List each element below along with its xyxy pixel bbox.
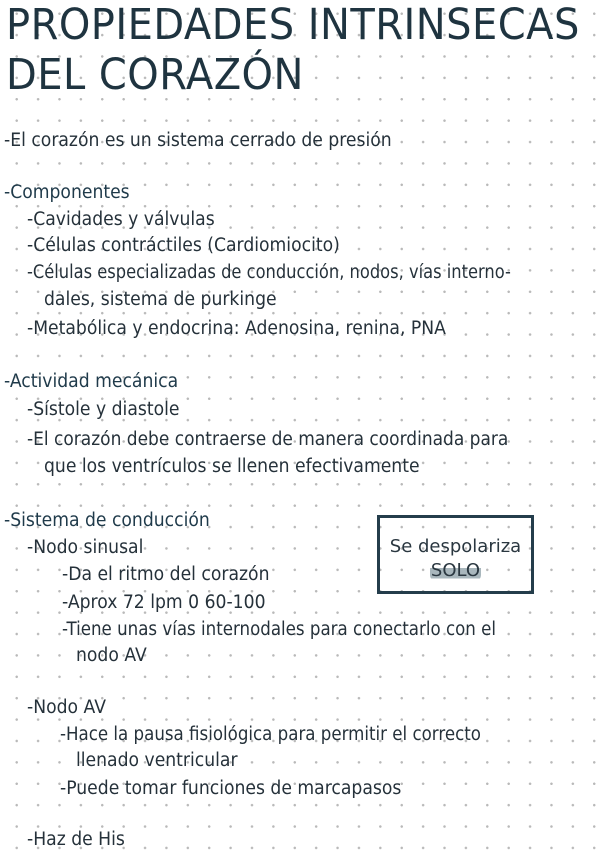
actividad-item-2a: -El corazón debe contraerse de manera coordinada para bbox=[27, 429, 509, 450]
componentes-item-3b: dales, sistema de purkinge bbox=[44, 289, 277, 310]
nodo-av-item-2: -Puede tomar funciones de marcapasos bbox=[60, 778, 402, 799]
componentes-item-3a: -Células especializadas de conducción, nodos, vías interno- bbox=[27, 262, 511, 283]
title-line-2: DEL CORAZÓN bbox=[6, 50, 304, 100]
componentes-item-4: -Metabólica y endocrina: Adenosina, renina, PNA bbox=[27, 318, 446, 339]
nodo-av-item-1b: llenado ventricular bbox=[76, 750, 238, 771]
nodo-sinusal-heading: -Nodo sinusal bbox=[27, 537, 144, 558]
haz-his-heading: -Haz de His bbox=[27, 829, 125, 850]
nodo-av-heading: -Nodo AV bbox=[27, 697, 106, 718]
nodo-sinusal-item-2: -Aprox 72 lpm 0 60-100 bbox=[62, 592, 266, 613]
componentes-item-1: -Cavidades y válvulas bbox=[27, 209, 215, 230]
componentes-heading: -Componentes bbox=[4, 182, 130, 203]
title-line-1: PROPIEDADES INTRINSECAS bbox=[6, 0, 580, 50]
componentes-item-2: -Células contráctiles (Cardiomiocito) bbox=[27, 235, 340, 256]
nodo-av-item-1a: -Hace la pausa fisiológica para permitir el correcto bbox=[60, 724, 481, 745]
nodo-sinusal-item-1: -Da el ritmo del corazón bbox=[62, 564, 270, 585]
callout-text-line-2 bbox=[380, 560, 531, 582]
callout-highlight: SOLO bbox=[430, 560, 481, 581]
intro-line: -El corazón es un sistema cerrado de presión bbox=[4, 130, 392, 151]
actividad-item-1: -Sístole y diastole bbox=[27, 399, 180, 420]
actividad-heading: -Actividad mecánica bbox=[4, 371, 179, 392]
nodo-sinusal-item-3a: -Tiene unas vías internodales para conectarlo con el bbox=[62, 619, 497, 640]
actividad-item-2b: que los ventrículos se llenen efectivamente bbox=[44, 456, 420, 477]
nodo-sinusal-item-3b: nodo AV bbox=[76, 645, 147, 666]
callout-box bbox=[377, 515, 534, 594]
page-title bbox=[6, 0, 600, 100]
sistema-heading: -Sistema de conducción bbox=[4, 510, 210, 531]
callout-text-line-1: Se despolariza bbox=[389, 536, 522, 557]
